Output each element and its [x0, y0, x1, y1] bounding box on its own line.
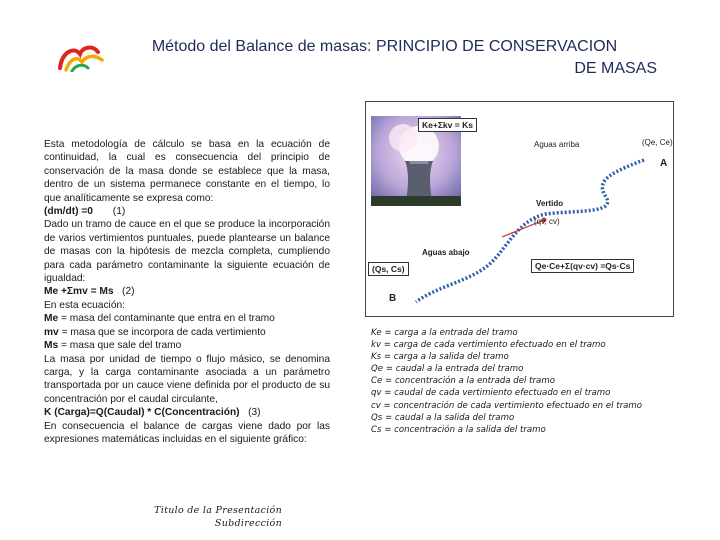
balance-diagram: [365, 101, 674, 317]
label-point-b: B: [389, 293, 397, 304]
legend-item: Qs = caudal a la salida del tramo: [371, 412, 515, 423]
label-qe-ce: (Qe, Ce): [642, 138, 673, 147]
paragraph: La masa por unidad de tiempo o flujo másico, se denomina carga, y la carga contaminante asociada a un parámetro transportada por un cauce viene definida por el producto de su concentración por el caudal circulante,: [44, 353, 330, 405]
logo-icon: [58, 42, 106, 72]
variables-legend: [371, 327, 701, 436]
legend-item: Ce = concentración a la entrada del tramo: [371, 376, 555, 387]
footer-title: Titulo de la Presentación: [154, 505, 282, 516]
label-qs-cs: (Qs, Cs): [368, 262, 409, 276]
page-title: [112, 36, 657, 80]
equation-bottom: Qe·Ce+Σ(qv·cv) =Qs·Cs: [531, 259, 634, 273]
equation-1: (dm/dt) =0 (1): [44, 206, 126, 218]
label-aguas-arriba: Aguas arriba: [534, 140, 580, 149]
label-aguas-abajo: Aguas abajo: [422, 248, 470, 257]
definition-me: Me = masa del contaminante que entra en el tramo: [44, 313, 275, 325]
equation-top: Ke+Σkv = Ks: [418, 118, 477, 132]
paragraph: Esta metodología de cálculo se basa en la ecuación de continuidad, la cual es consecuencia del principio de conservación de la masa donde se establece que la masa, dentro de un sistema permanece constante en el tiempo, lo que analíticamente se expresa como:: [44, 139, 330, 204]
equation-3: K (Carga)=Q(Caudal) * C(Concentración) (3): [44, 407, 261, 419]
label-vertido: Vertido: [536, 199, 564, 208]
legend-item: qv = caudal de cada vertimiento efectuado en el tramo: [371, 388, 611, 399]
equation-2: Me +Σmv = Ms (2): [44, 286, 135, 298]
legend-item: Ke = carga a la entrada del tramo: [371, 328, 518, 338]
definition-ms: Ms = masa que sale del tramo: [44, 340, 182, 352]
paragraph: Dado un tramo de cauce en el que se produce la incorporación de varios vertimientos puntuales, puede plantearse un balance de masas con la hipótesis de mezcla completa, cumpliendo para cada parámetro contaminante la siguiente ecuación de igualdad:: [44, 219, 330, 285]
title-line-2: DE MASAS: [574, 60, 657, 77]
legend-item: Ks = carga a la salida del tramo: [371, 352, 509, 363]
river-graphic: [366, 102, 673, 316]
legend-item: kv = carga de cada vertimiento efectuado en el tramo: [371, 340, 606, 351]
legend-item: cv = concentración de cada vertimiento efectuado en el tramo: [371, 400, 643, 411]
paragraph: En consecuencia el balance de cargas viene dado por las expresiones matemáticas incluidas en el siguiente gráfico:: [44, 420, 330, 445]
river-line: [416, 160, 644, 302]
title-line-1: Método del Balance de masas: PRINCIPIO DE CONSERVACION: [151, 38, 618, 55]
footer-subtitle: Subdirección: [214, 518, 282, 529]
legend-item: Qe = caudal a la entrada del tramo: [371, 364, 524, 375]
paragraph: En esta ecuación:: [44, 299, 125, 311]
label-point-a: A: [660, 158, 668, 169]
definition-mv: mv = masa que se incorpora de cada vertimiento: [44, 326, 266, 338]
legend-item: Cs = concentración a la salida del tramo: [371, 424, 546, 435]
label-qv-cv: (qv, cv): [534, 217, 560, 226]
footer: [120, 504, 282, 530]
body-text: [44, 138, 330, 446]
